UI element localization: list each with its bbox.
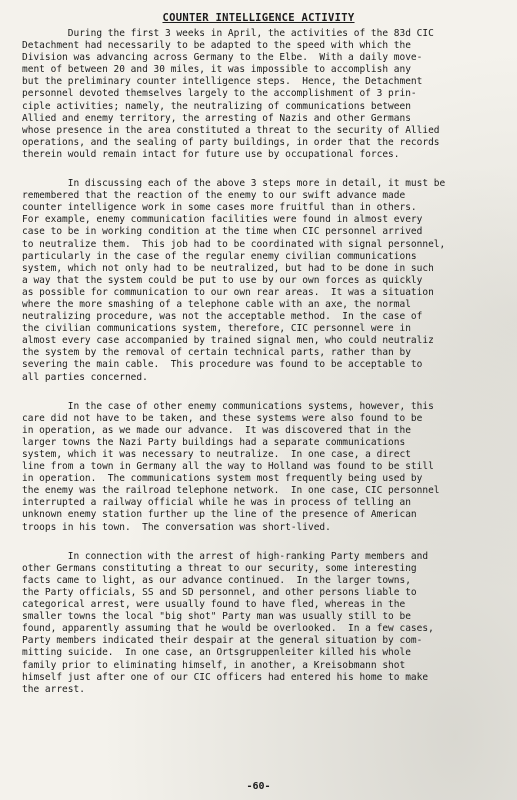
text-line: almost every case accompanied by trained signal men, who could neutraliz xyxy=(22,335,434,347)
text-line: system, which not only had to be neutralized, but had to be done in such xyxy=(22,262,434,274)
text-line: mitting suicide. In one case, an Ortsgruppenleiter killed his whole xyxy=(22,647,411,659)
text-line: family prior to eliminating himself, in another, a Kreisobmann shot xyxy=(22,659,406,671)
text-line: counter intelligence work in some cases more fruitful than in others. xyxy=(22,202,417,214)
text-line: Allied and enemy territory, the arresting of Nazis and other Germans xyxy=(22,112,411,124)
text-line: personnel devoted themselves largely to the accomplishment of 3 prin- xyxy=(22,88,417,100)
text-line: Division was advancing across Germany to the Elbe. With a daily move- xyxy=(22,52,423,64)
text-line: unknown enemy station further up the line of the presence of American xyxy=(22,509,417,521)
text-line: found, apparently assuming that he would be overlooked. In a few cases, xyxy=(22,623,434,635)
text-line: as possible for communication to our own rear areas. It was a situation xyxy=(22,286,434,298)
text-line: the system by the removal of certain technical parts, rather than by xyxy=(22,347,411,359)
text-line: where the more smashing of a telephone cable with an axe, the normal xyxy=(22,298,411,310)
text-line: remembered that the reaction of the enemy to our swift advance made xyxy=(22,190,406,202)
text-line: For example, enemy communication facilities were found in almost every xyxy=(22,214,423,226)
text-line: In discussing each of the above 3 steps more in detail, it must be xyxy=(22,178,446,190)
text-line: neutralizing procedure, was not the acceptable method. In the case of xyxy=(22,311,423,323)
text-line: the enemy was the railroad telephone network. In one case, CIC personnel xyxy=(22,485,440,497)
text-line: smaller towns the local "big shot" Party man was usually still to be xyxy=(22,611,411,623)
text-line: During the first 3 weeks in April, the activities of the 83d CIC xyxy=(22,28,434,39)
text-line: facts came to light, as our advance continued. In the larger towns, xyxy=(22,574,411,586)
paragraph xyxy=(22,178,502,384)
text-line: to neutralize them. This job had to be coordinated with signal personnel, xyxy=(22,238,446,250)
text-line: a way that the system could be put to use by our own forces as quickly xyxy=(22,274,423,286)
text-line: the arrest. xyxy=(22,683,85,695)
text-line: In connection with the arrest of high-ranking Party members and xyxy=(22,550,429,562)
paragraph xyxy=(22,551,502,696)
text-line: line from a town in Germany all the way to Holland was found to be still xyxy=(22,461,434,473)
text-line: the civilian communications system, therefore, CIC personnel were in xyxy=(22,323,411,335)
text-line: ment of between 20 and 30 miles, it was impossible to accomplish any xyxy=(22,64,411,76)
text-line: Party members indicated their despair at the general situation by com- xyxy=(22,635,423,647)
text-line: particularly in the case of the regular enemy civilian communications xyxy=(22,250,417,262)
document-body xyxy=(22,28,502,713)
text-line: but the preliminary counter intelligence steps. Hence, the Detachment xyxy=(22,76,423,88)
text-line: ciple activities; namely, the neutralizing of communications between xyxy=(22,100,411,112)
text-line: troops in his town. The conversation was short-lived. xyxy=(22,521,331,533)
text-line: system, which it was necessary to neutralize. In one case, a direct xyxy=(22,449,411,460)
paragraph xyxy=(22,28,502,161)
text-line: operations, and the sealing of party buildings, in order that the records xyxy=(22,136,440,148)
text-line: in operation, as we made our advance. It was discovered that in the xyxy=(22,424,411,436)
text-line: categorical arrest, were usually found to have fled, whereas in the xyxy=(22,599,406,611)
text-line: whose presence in the area constituted a threat to the security of Allied xyxy=(22,124,440,136)
paragraph xyxy=(22,401,502,534)
text-line: severing the main cable. This procedure was found to be acceptable to xyxy=(22,359,423,371)
text-line: larger towns the Nazi Party buildings had a separate communications xyxy=(22,436,406,448)
text-line: interrupted a railway official while he was in process of telling an xyxy=(22,497,411,509)
text-line: all parties concerned. xyxy=(22,371,148,383)
text-line: In the case of other enemy communications systems, however, this xyxy=(22,400,434,412)
text-line: himself just after one of our CIC officers had entered his home to make xyxy=(22,671,429,683)
page-number: -60- xyxy=(246,781,271,792)
text-line: care did not have to be taken, and these systems were also found to be xyxy=(22,412,423,424)
text-line: the Party officials, SS and SD personnel, and other persons liable to xyxy=(22,586,417,598)
text-line: case to be in working condition at the time when CIC personnel arrived xyxy=(22,226,423,238)
page-title: COUNTER INTELLIGENCE ACTIVITY xyxy=(162,12,355,24)
text-line: therein would remain intact for future use by occupational forces. xyxy=(22,148,400,160)
text-line: other Germans constituting a threat to our security, some interesting xyxy=(22,562,417,574)
text-line: in operation. The communications system most frequently being used by xyxy=(22,473,423,485)
text-line: Detachment had necessarily to be adapted to the speed with which the xyxy=(22,40,411,52)
